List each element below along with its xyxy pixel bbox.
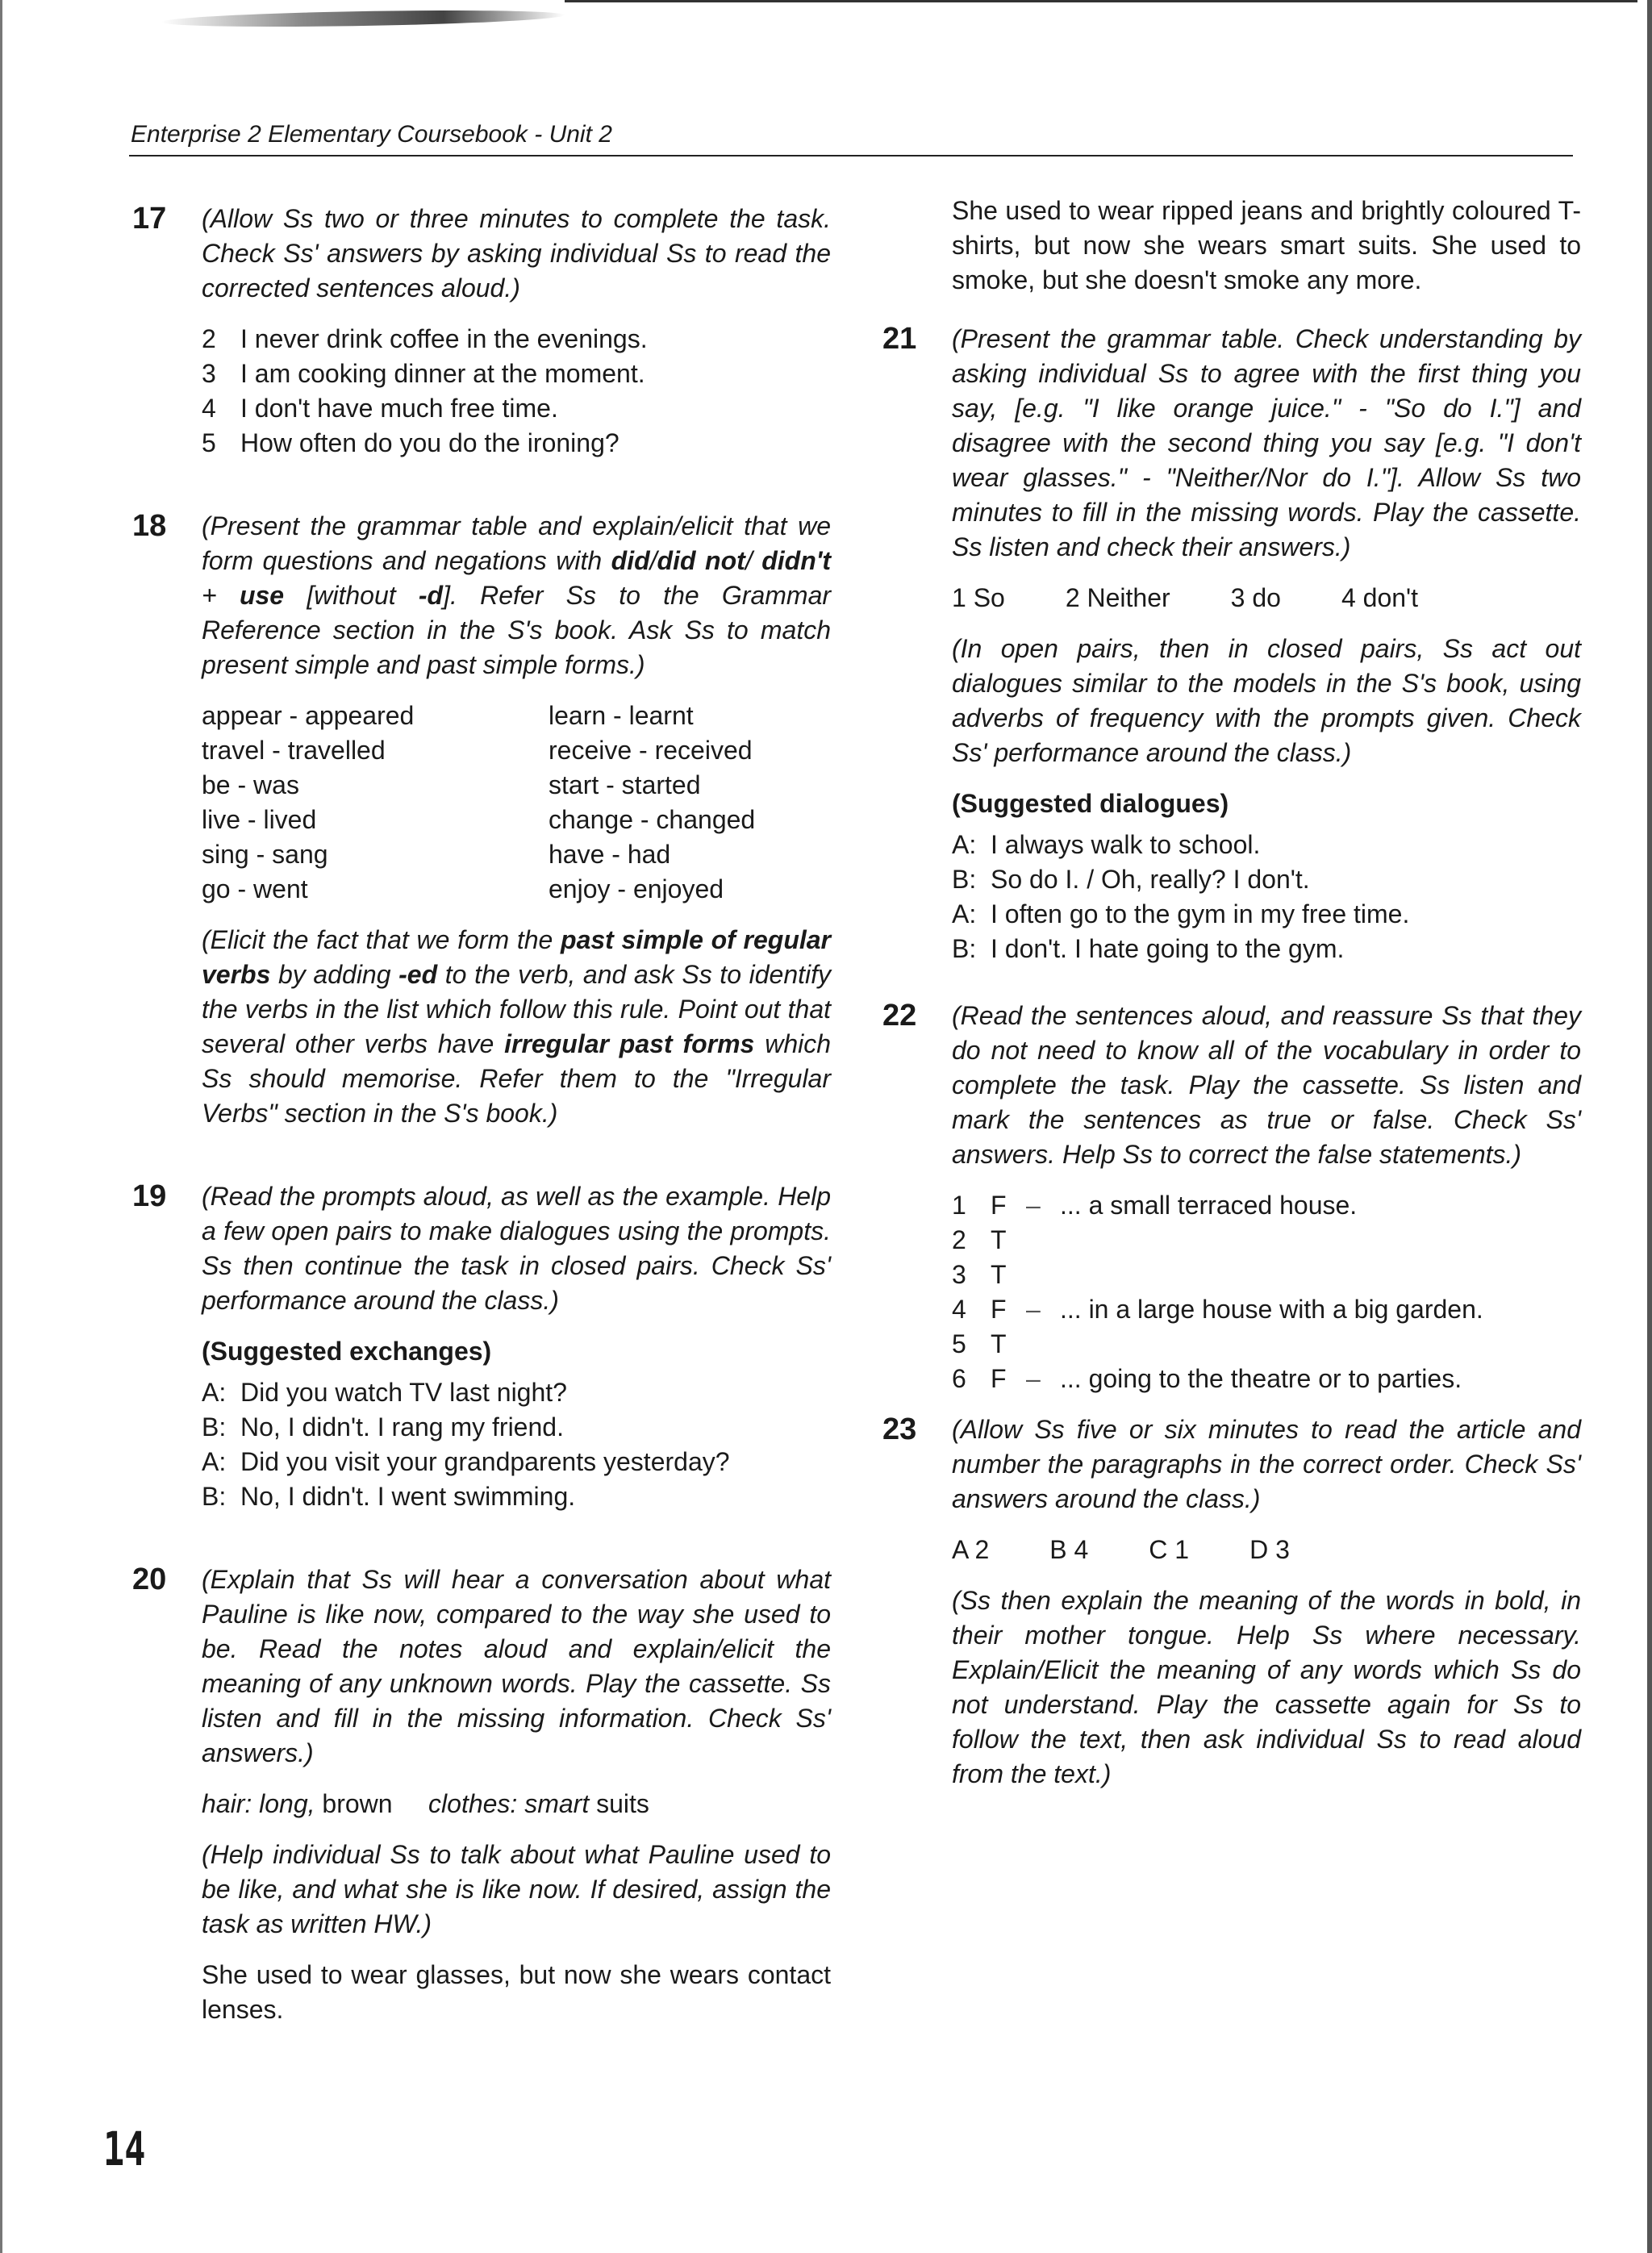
dialogue-line: A: I often go to the gym in my free time. [952,899,1410,928]
answer: D 3 [1249,1535,1290,1564]
page-number: 14 [103,2122,146,2176]
exercise-number: 18 [132,509,167,543]
exercise-number: 21 [882,322,917,356]
scan-edge-left [0,0,2,2253]
right-column [879,194,1581,1808]
answer-key [952,581,1581,615]
verb-pair: have - had [549,840,671,869]
verb-pair: be - was [202,770,299,799]
verb-pair: learn - learnt [549,701,694,730]
list-item: 2 T [952,1225,1007,1254]
list-item: 1 F – ... a small terraced house. [952,1191,1358,1220]
instruction: (Allow Ss five or six minutes to read the article and number the paragraphs in the correct order. Check Ss' answers around the class.) [952,1415,1581,1513]
exercise-22 [879,999,1581,1396]
verb-pair: go - went [202,874,308,903]
instruction: (Allow Ss two or three minutes to complete the task. Check Ss' answers by asking individual Ss to read the corrected sentences aloud.) [202,204,831,302]
answer-list [202,322,831,461]
verb-pair: enjoy - enjoyed [549,874,724,903]
dialogue-line: B: So do I. / Oh, really? I don't. [952,865,1310,894]
dialogue-line: B: I don't. I hate going to the gym. [952,934,1345,963]
exercise-number: 23 [882,1412,917,1446]
list-item: 5 How often do you do the ironing? [202,428,620,457]
dialogue-line: A: I always walk to school. [952,830,1261,859]
instruction: (Read the sentences aloud, and reassure Ss that they do not need to know all of the vocabulary in order to complete the task. Play the cassette. Ss listen and mark the sentences as true or false. Check Ss' answers. Help Ss to correct the false statements.) [952,1001,1581,1169]
exercise-18 [129,509,831,1131]
dialogue-line: A: Did you visit your grandparents yesterday? [202,1447,730,1476]
instruction: (Present the grammar table. Check understanding by asking individual Ss to agree with the first thing you say, [e.g. "I like orange juice." - "So do I."] and disagree with the second thing you say [e.g. "I don't wear glasses." - "Neither/Nor do I."]. Allow Ss two minutes to fill in the missing words. Play the cassette. Ss listen and check their answers.) [952,324,1581,561]
answer: 2 Neither [1065,583,1170,612]
verb-pair: travel - travelled [202,736,386,765]
header-rule [129,155,1573,156]
verb-pairs [202,699,831,907]
teacher-note: (In open pairs, then in closed pairs, Ss act out dialogues similar to the models in the S's book, using adverbs of frequency with the prompts given. Check Ss' performance around the class.) [952,634,1581,767]
exercise-20-continued [879,194,1581,298]
verb-pair: appear - appeared [202,701,415,730]
teacher-note: (Elicit the fact that we form the past simple of regular verbs by adding -ed to the verb, and ask Ss to identify the verbs in the list which follow this rule. Point out that several other verbs have irregular past forms which Ss should memorise. Refer them to the "Irregular Verbs" section in the S's book.) [202,925,832,1128]
verb-pair: sing - sang [202,840,328,869]
list-item: 4 F – ... in a large house with a big garden. [952,1295,1483,1324]
dialogue-line: B: No, I didn't. I rang my friend. [202,1412,564,1442]
scan-artifact [161,8,565,30]
model-text: She used to wear ripped jeans and brightly coloured T-shirts, but now she wears smart suits. She used to smoke, but she doesn't smoke any more. [952,196,1581,294]
answer: C 1 [1149,1535,1190,1564]
running-header: Enterprise 2 Elementary Coursebook - Unit 2 [131,121,612,148]
answer: A 2 [952,1535,990,1564]
answer: B 4 [1049,1535,1089,1564]
dialogue-line: B: No, I didn't. I went swimming. [202,1482,576,1511]
model-text: She used to wear glasses, but now she wears contact lenses. [202,1960,831,2024]
dialogue [952,828,1581,966]
exercise-number: 19 [132,1179,167,1213]
list-item: 5 T [952,1329,1007,1358]
exercise-17 [129,202,831,461]
scan-edge-right [1647,0,1652,2253]
list-item: 2 I never drink coffee in the evenings. [202,324,648,353]
verb-pair: receive - received [549,736,753,765]
section-heading: (Suggested exchanges) [202,1337,492,1366]
exercise-20 [129,1562,831,2027]
list-item: 3 I am cooking dinner at the moment. [202,359,645,388]
section-heading: (Suggested dialogues) [952,789,1229,818]
scan-edge-top [565,0,1637,2]
exercise-number: 22 [882,999,917,1033]
list-item: 4 I don't have much free time. [202,394,558,423]
true-false-answers [952,1188,1581,1396]
exercise-19 [129,1179,831,1514]
list-item: 3 T [952,1260,1007,1289]
teacher-note: (Ss then explain the meaning of the words in bold, in their mother tongue. Help Ss where necessary. Explain/Elicit the meaning of any words which Ss do not understand. Play the cassette again for Ss to follow the text, then ask individual Ss to read aloud from the text.) [952,1586,1581,1788]
answer-notes: hair: long, brown clothes: smart suits [202,1789,649,1818]
verb-pair: live - lived [202,805,317,834]
dialogue-line: A: Did you watch TV last night? [202,1378,567,1407]
exercise-number: 20 [132,1562,167,1596]
verb-pair: change - changed [549,805,756,834]
verb-pair: start - started [549,770,701,799]
left-column [129,202,831,2043]
answer-key [952,1533,1581,1567]
teacher-note: (Help individual Ss to talk about what Pauline used to be like, and what she is like now. If desired, assign the task as written HW.) [202,1840,831,1938]
exercise-number: 17 [132,202,167,236]
dialogue [202,1375,831,1514]
answer: 3 do [1230,583,1281,612]
instruction: (Read the prompts aloud, as well as the example. Help a few open pairs to make dialogues using the prompts. Ss then continue the task in closed pairs. Check Ss' performance around the class.) [202,1182,831,1315]
instruction: (Explain that Ss will hear a conversation about what Pauline is like now, compared to the way she used to be. Read the notes aloud and explain/elicit the meaning of any unknown words. Play the cassette. Ss listen and fill in the missing information. Check Ss' answers.) [202,1565,831,1767]
exercise-23 [879,1412,1581,1792]
answer: 1 So [952,583,1005,612]
list-item: 6 F – ... going to the theatre or to parties. [952,1364,1462,1393]
exercise-21 [879,322,1581,966]
instruction: (Present the grammar table and explain/elicit that we form questions and negations with did/did not/ didn't + use [without -d]. Refer Ss to the Grammar Reference section in the S's book. Ask Ss to match present simple and past simple forms.) [202,511,832,679]
answer: 4 don't [1341,583,1419,612]
